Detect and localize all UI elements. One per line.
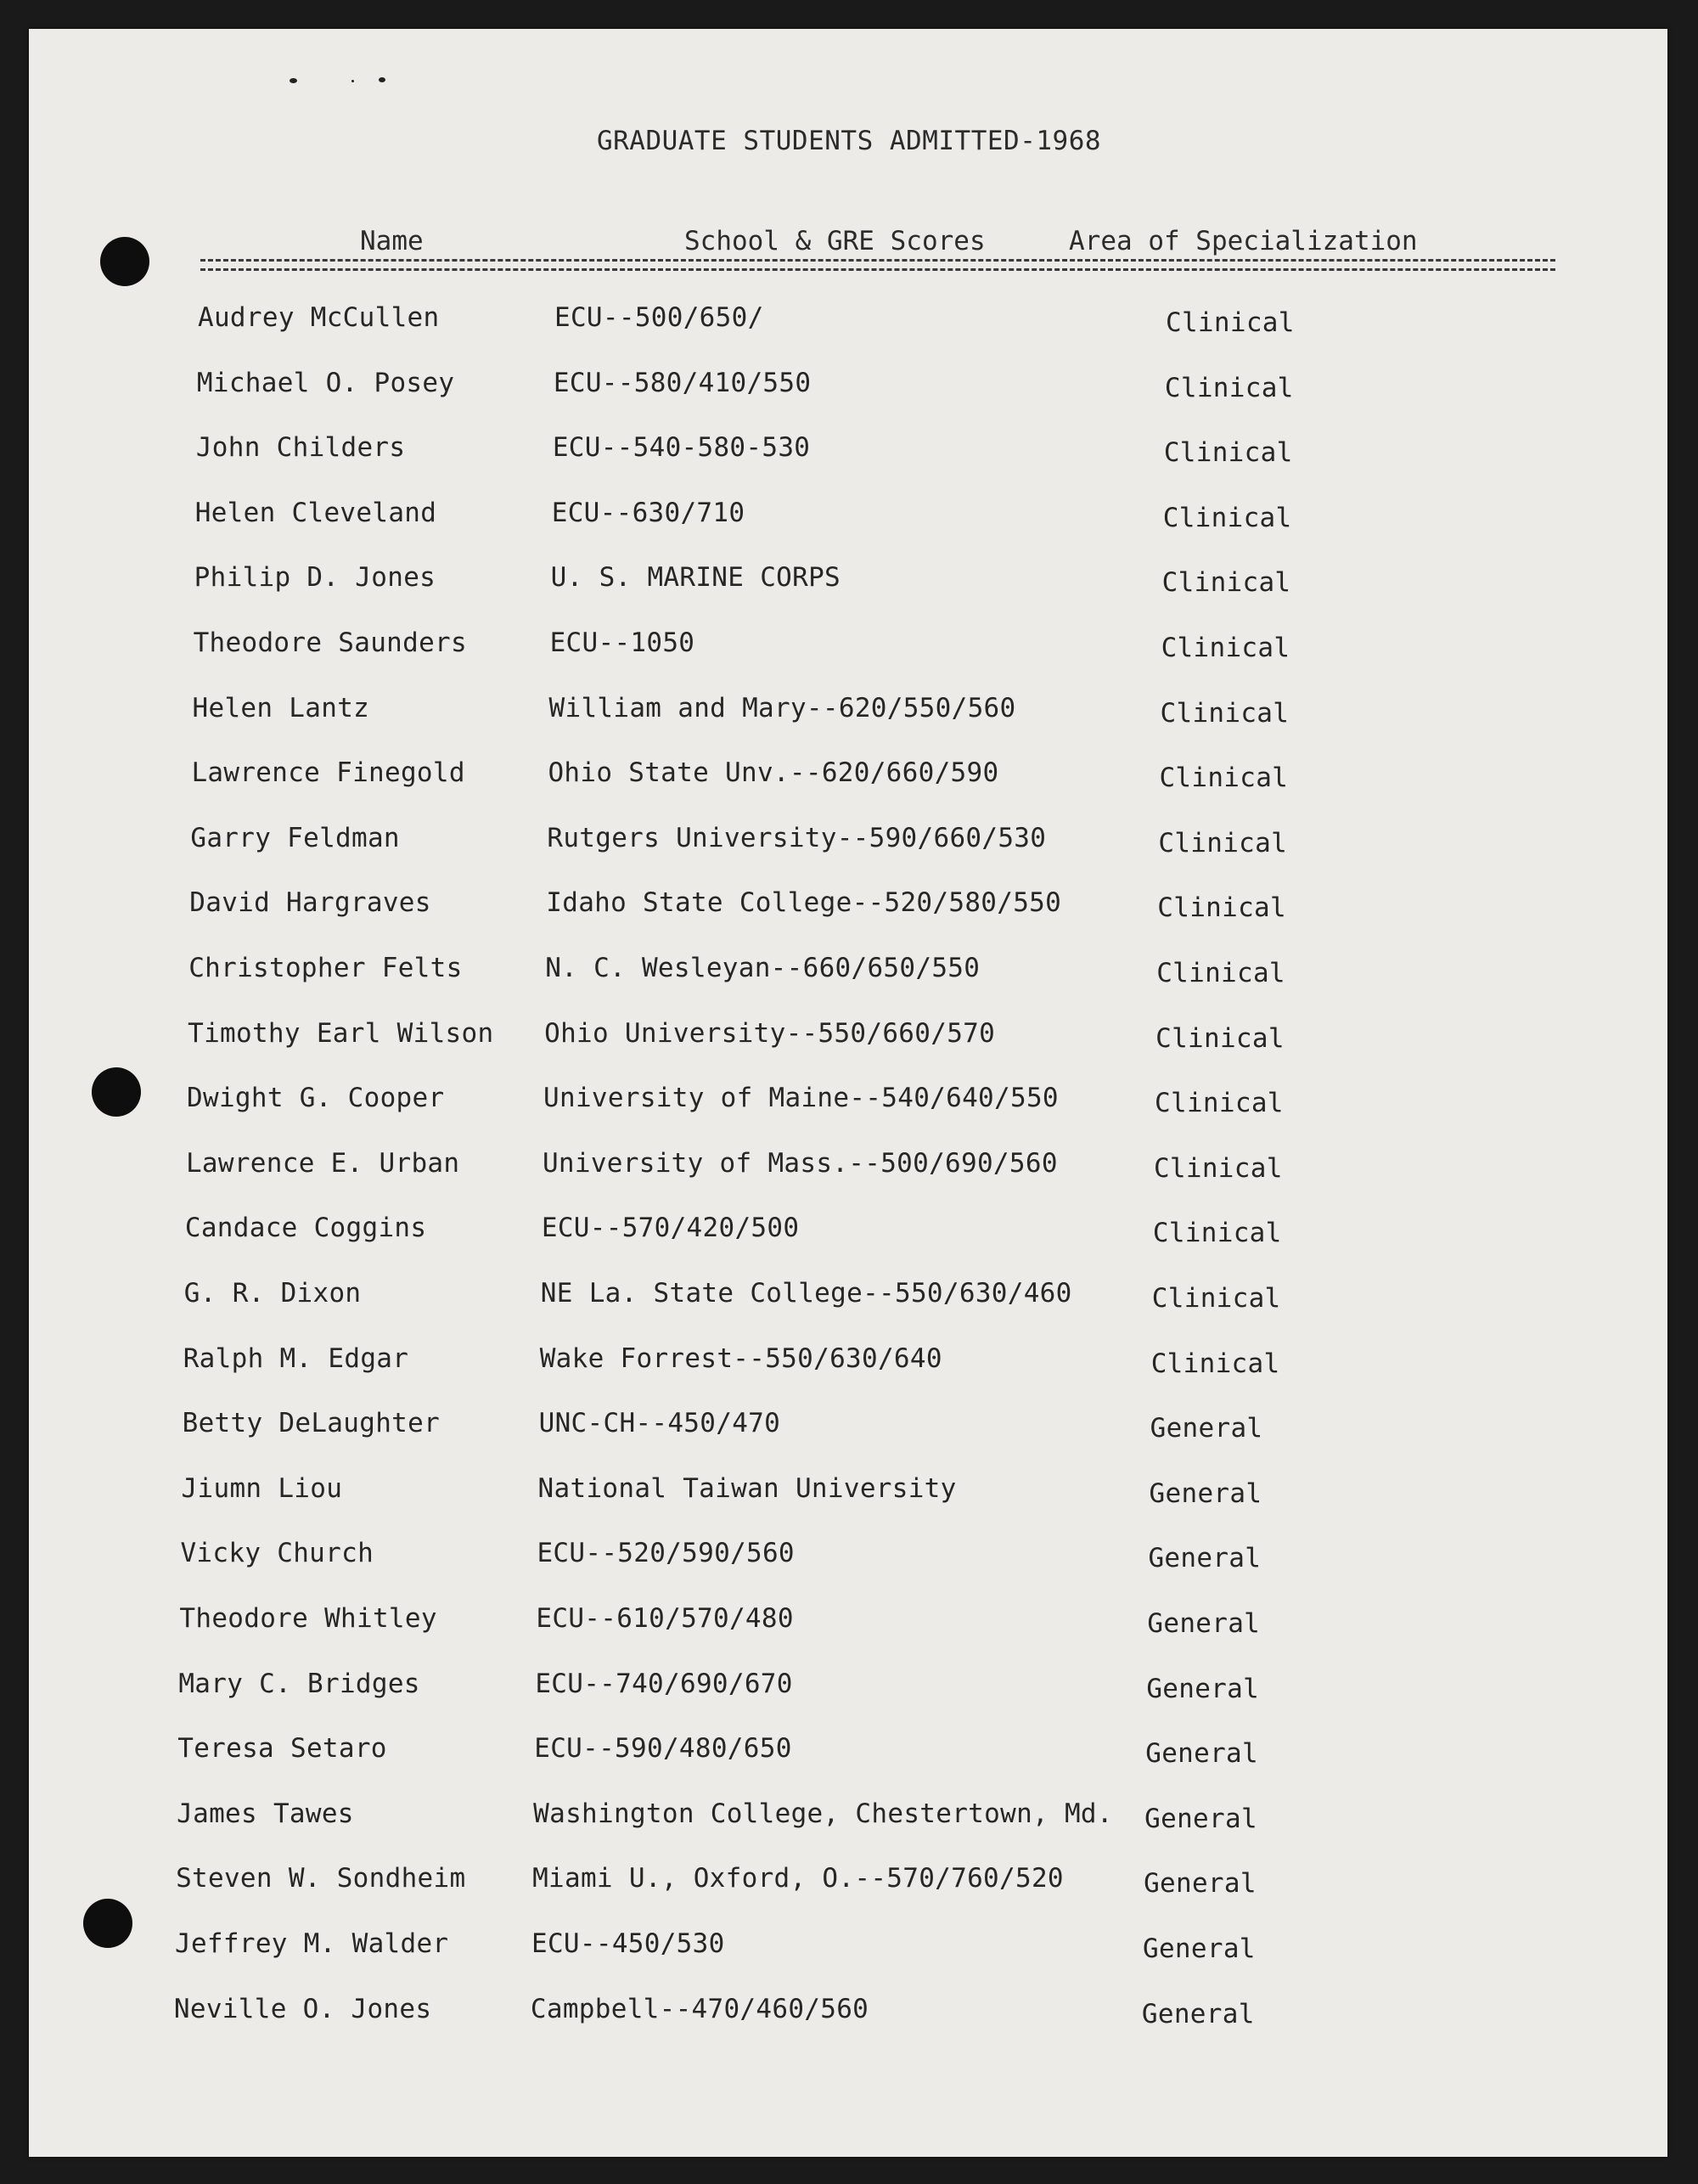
area-of-specialization: Clinical bbox=[1156, 958, 1285, 988]
area-of-specialization: General bbox=[1145, 1738, 1258, 1770]
school-gre-scores: Wake Forrest--550/630/640 bbox=[539, 1342, 942, 1374]
binder-hole-top bbox=[100, 237, 149, 286]
area-of-specialization: Clinical bbox=[1159, 763, 1289, 794]
area-of-specialization: Clinical bbox=[1158, 827, 1288, 858]
school-gre-scores: University of Maine--540/640/550 bbox=[543, 1083, 1059, 1114]
student-name: Dwight G. Cooper bbox=[187, 1083, 445, 1114]
area-of-specialization: Clinical bbox=[1161, 567, 1291, 599]
area-of-specialization: Clinical bbox=[1161, 633, 1290, 663]
ink-speck bbox=[351, 80, 354, 82]
student-name: G. R. Dixon bbox=[183, 1278, 362, 1309]
school-gre-scores: ECU--500/650/ bbox=[554, 302, 764, 333]
student-name: Teresa Setaro bbox=[177, 1733, 387, 1765]
school-gre-scores: Rutgers University--590/660/530 bbox=[547, 822, 1047, 853]
student-name: Neville O. Jones bbox=[173, 1993, 432, 2024]
area-of-specialization: Clinical bbox=[1166, 307, 1295, 338]
school-gre-scores: National Taiwan University bbox=[537, 1472, 957, 1504]
area-of-specialization: Clinical bbox=[1150, 1348, 1280, 1379]
area-of-specialization: Clinical bbox=[1163, 437, 1293, 469]
student-name: Lawrence Finegold bbox=[191, 757, 465, 789]
area-of-specialization: Clinical bbox=[1152, 1218, 1282, 1249]
school-gre-scores: ECU--1050 bbox=[549, 628, 695, 658]
area-of-specialization: General bbox=[1146, 1673, 1260, 1704]
school-gre-scores: ECU--610/570/480 bbox=[536, 1603, 794, 1634]
school-gre-scores: ECU--580/410/550 bbox=[553, 367, 812, 398]
area-of-specialization: Clinical bbox=[1153, 1152, 1283, 1184]
student-name: Jeffrey M. Walder bbox=[175, 1928, 449, 1959]
binder-hole-middle bbox=[92, 1067, 141, 1117]
header-rule bbox=[200, 268, 1555, 271]
header-rule bbox=[200, 259, 1555, 262]
student-name: Vicky Church bbox=[180, 1538, 374, 1569]
school-gre-scores: Washington College, Chestertown, Md. bbox=[533, 1798, 1113, 1829]
student-name: Philip D. Jones bbox=[194, 562, 436, 594]
area-of-specialization: Clinical bbox=[1162, 502, 1292, 533]
area-of-specialization: General bbox=[1144, 1803, 1257, 1834]
column-header-school: School & GRE Scores bbox=[684, 226, 986, 256]
school-gre-scores: ECU--740/690/670 bbox=[535, 1668, 793, 1699]
student-name: Candace Coggins bbox=[184, 1213, 427, 1244]
area-of-specialization: Clinical bbox=[1155, 1088, 1284, 1119]
school-gre-scores: William and Mary--620/550/560 bbox=[548, 692, 1016, 723]
area-of-specialization: General bbox=[1141, 1998, 1255, 2029]
area-of-specialization: General bbox=[1150, 1413, 1263, 1444]
student-name: Audrey McCullen bbox=[198, 302, 440, 333]
school-gre-scores: University of Mass.--500/690/560 bbox=[542, 1147, 1058, 1179]
student-name: Michael O. Posey bbox=[196, 367, 455, 398]
school-gre-scores: Miami U., Oxford, O.--570/760/520 bbox=[532, 1863, 1064, 1894]
column-header-area: Area of Specialization bbox=[1069, 226, 1418, 256]
student-name: Lawrence E. Urban bbox=[185, 1147, 460, 1179]
area-of-specialization: General bbox=[1147, 1608, 1261, 1639]
area-of-specialization: General bbox=[1143, 1934, 1256, 1964]
student-name: John Childers bbox=[195, 432, 406, 464]
area-of-specialization: General bbox=[1148, 1543, 1262, 1574]
student-name: Helen Cleveland bbox=[194, 497, 437, 528]
student-name: Mary C. Bridges bbox=[178, 1668, 420, 1699]
student-name: Garry Feldman bbox=[190, 822, 400, 853]
school-gre-scores: N. C. Wesleyan--660/650/550 bbox=[545, 953, 981, 983]
student-name: David Hargraves bbox=[189, 887, 431, 919]
area-of-specialization: Clinical bbox=[1160, 697, 1290, 729]
school-gre-scores: ECU--570/420/500 bbox=[541, 1213, 800, 1244]
column-header-name: Name bbox=[360, 226, 424, 256]
ink-speck bbox=[379, 77, 385, 82]
student-name: Jiumn Liou bbox=[181, 1472, 343, 1504]
area-of-specialization: General bbox=[1149, 1478, 1262, 1509]
student-name: Theodore Saunders bbox=[193, 628, 467, 658]
school-gre-scores: U. S. MARINE CORPS bbox=[550, 562, 841, 594]
school-gre-scores: Ohio State Unv.--620/660/590 bbox=[548, 757, 999, 789]
area-of-specialization: Clinical bbox=[1155, 1022, 1285, 1054]
school-gre-scores: ECU--520/590/560 bbox=[537, 1538, 795, 1569]
student-name: Timothy Earl Wilson bbox=[188, 1017, 494, 1049]
school-gre-scores: Ohio University--550/660/570 bbox=[544, 1017, 996, 1049]
area-of-specialization: Clinical bbox=[1157, 892, 1286, 924]
student-name: Betty DeLaughter bbox=[182, 1408, 441, 1439]
school-gre-scores: UNC-CH--450/470 bbox=[538, 1408, 781, 1439]
school-gre-scores: ECU--450/530 bbox=[531, 1928, 725, 1959]
student-name: James Tawes bbox=[177, 1798, 354, 1829]
school-gre-scores: Campbell--470/460/560 bbox=[530, 1993, 869, 2024]
binder-hole-bottom bbox=[83, 1899, 132, 1948]
student-name: Theodore Whitley bbox=[179, 1603, 437, 1634]
ink-speck bbox=[290, 78, 297, 83]
area-of-specialization: Clinical bbox=[1164, 372, 1294, 403]
student-name: Steven W. Sondheim bbox=[176, 1863, 466, 1894]
student-name: Ralph M. Edgar bbox=[183, 1342, 409, 1374]
document-title: GRADUATE STUDENTS ADMITTED-1968 bbox=[596, 126, 1102, 156]
area-of-specialization: Clinical bbox=[1151, 1283, 1281, 1314]
school-gre-scores: ECU--590/480/650 bbox=[534, 1733, 792, 1765]
school-gre-scores: ECU--540-580-530 bbox=[552, 432, 811, 464]
student-name: Christopher Felts bbox=[188, 953, 463, 983]
area-of-specialization: General bbox=[1144, 1868, 1257, 1900]
school-gre-scores: NE La. State College--550/630/460 bbox=[540, 1278, 1072, 1309]
school-gre-scores: ECU--630/710 bbox=[551, 497, 745, 528]
student-name: Helen Lantz bbox=[192, 692, 370, 723]
school-gre-scores: Idaho State College--520/580/550 bbox=[546, 887, 1062, 919]
